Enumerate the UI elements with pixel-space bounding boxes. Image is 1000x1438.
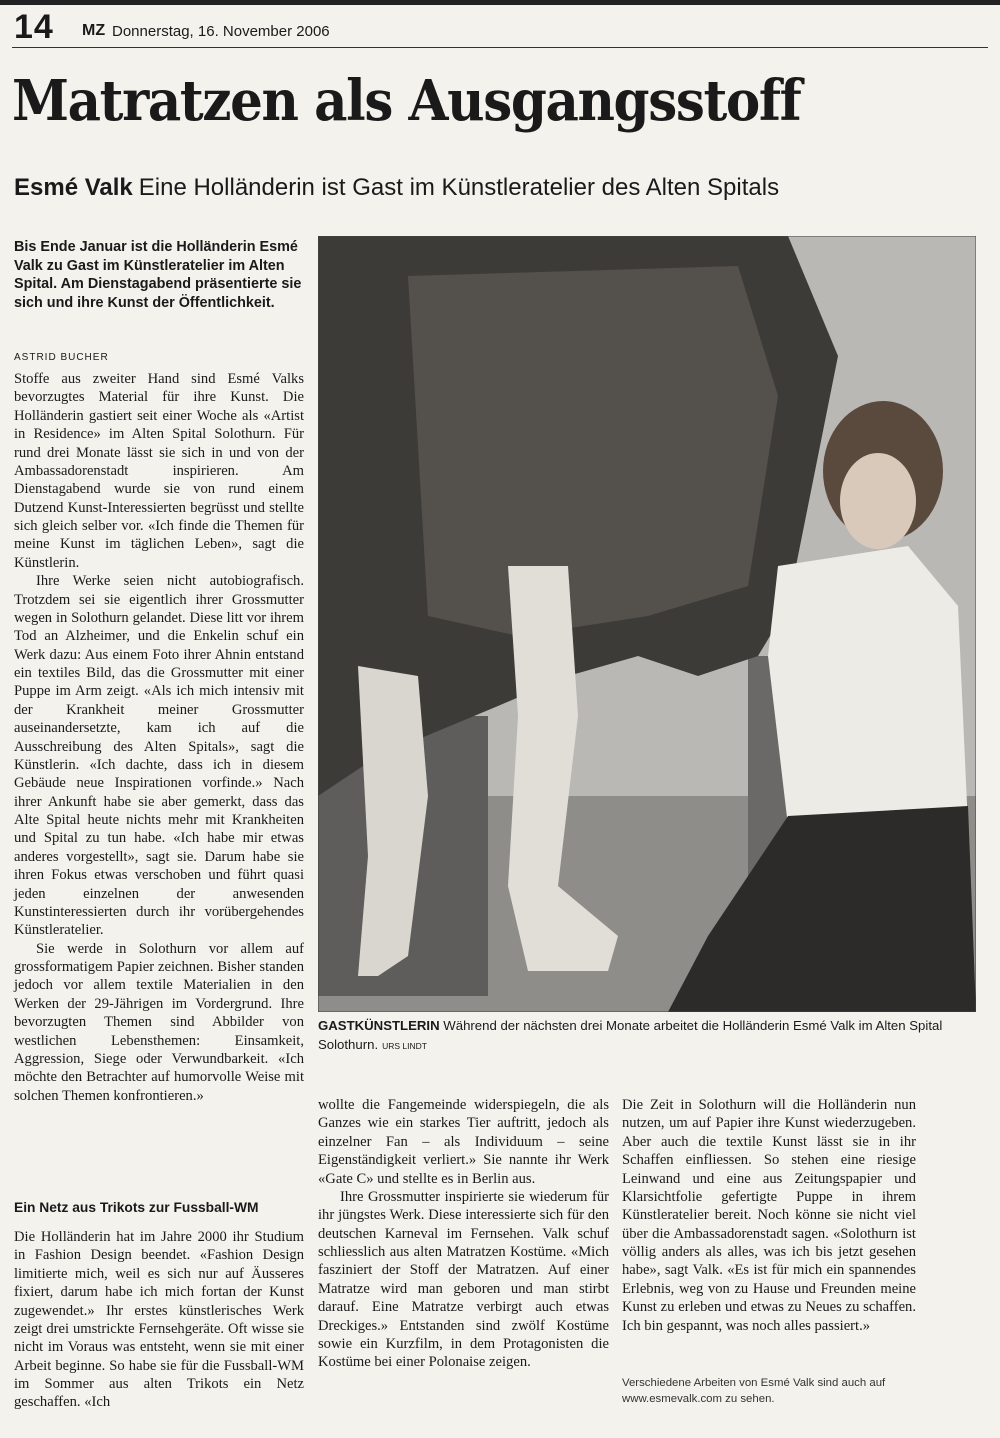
top-rule [0,0,1000,5]
paragraph: Die Zeit in Solothurn will die Holländerin nun nutzen, um auf Papier ihre Kunst wiederzugeben. Aber auch die textile Kunst lässt sie in ihr Schaffen einfliessen. So stehen eine riesige Leinwand und eine aus Zeitungspapier und Klarsichtfolie gefertigte Puppe in ihrem Künstleratelier bereit. Noch könne sie nicht viel über die Ambassadorenstadt sagen. «Solothurn ist völlig anders als alles, was ich bis jetzt gesehen habe», sagt Valk. «Es ist für mich ein spannendes Erlebnis, weg von zu Hause und Freunden meine Kunst zu erleben und etwas zu Neues zu schaffen. Ich bin gespannt, was noch alles passiert.» [622,1097,916,1334]
subheadline [14,174,994,202]
section-subheading: Ein Netz aus Trikots zur Fussball-WM [14,1200,259,1215]
page-number: 14 [14,8,54,46]
article-column-2 [318,1096,609,1372]
article-column-3 [622,1096,916,1335]
header-divider [12,47,988,48]
photo-caption [318,1016,978,1054]
subhead-text: Eine Holländerin ist Gast im Künstleratelier des Alten Spitals [138,174,780,201]
headline: Matratzen als Ausgangsstoff [12,68,801,134]
paragraph: Sie werde in Solothurn vor allem auf grossformatigem Papier zeichnen. Bisher standen jedoch vor allem textile Materialien in den Werken der 29-Jährigen im Vordergrund. Ihre bevorzugten Themen sind Abbilder von westlichen Lebensthemen: Einsamkeit, Aggression, Siege oder Verwundbarkeit. «Ich möchte den Betrachter auf humorvolle Weise mit solchen Themen konfrontieren.» [14,940,304,1104]
lead-paragraph: Bis Ende Januar ist die Holländerin Esmé Valk zu Gast im Künstleratelier im Alten Spital. Am Dienstagabend präsentierte sie sich und ihre Kunst der Öffentlichkeit. [14,239,302,312]
caption-label: GASTKÜNSTLERIN [318,1018,440,1033]
article-column-1-continued [14,1228,304,1412]
caption-text: Während der nächsten drei Monate arbeitet die Holländerin Esmé Valk im Alten Spital Solothurn. [318,1018,943,1053]
byline: ASTRID BUCHER [14,352,109,363]
article-photo [318,236,976,1012]
newspaper-name: MZ [82,22,106,39]
article-column-1 [14,370,304,1105]
paragraph: Ihre Grossmutter inspirierte sie wiederum für ihr jüngstes Werk. Diese interessierte sich für den deutschen Karneval im Fernsehen. Valk schuf schliesslich aus alten Matratzen Kostüme. «Mich fasziniert der Stoff der Matratzen. Auf einer Matratze wird man geboren und man stirbt darauf. Eine Matratze verbirgt auch etwas Dreckiges.» Entstanden sind zwölf Kostüme sowie ein Kurzfilm, in dem Protagonisten die Kostüme bei einer Polonaise zeigen. [318,1188,609,1371]
subhead-name: Esmé Valk [14,174,133,201]
issue-date: Donnerstag, 16. November 2006 [112,23,330,40]
paragraph: Die Holländerin hat im Jahre 2000 ihr Studium in Fashion Design beendet. «Fashion Design limitierte mich, weil es sich nur auf Äusseres fixiert, darum habe ich mich fortan der Kunst zugewendet.» Ihr erstes künstlerisches Werk zeigt drei umstrickte Fernsehgeräte. Oft wisse sie nicht im Voraus was entsteht, wenn sie mit einer Arbeit beginne. So habe sie für die Fussball-WM im Sommer aus alten Trikots ein Netz geschaffen. «Ich [14,1229,304,1411]
photo-credit: URS LINDT [382,1041,427,1052]
website-note: Verschiedene Arbeiten von Esmé Valk sind auch auf www.esmevalk.com zu sehen. [622,1377,886,1405]
paragraph: Stoffe aus zweiter Hand sind Esmé Valks bevorzugtes Material für ihre Kunst. Die Holländerin gastiert seit einer Woche als «Artist in Residence» im Alten Spital Solothurn. Für rund drei Monate lässt sie sich in und von der Ambassadorenstadt inspirieren. Am Dienstagabend wurde sie von rund einem Dutzend Kunst-Interessierten begrüsst und stellte sich gleich selber vor. «Ich finde die Themen für meine Kunst im täglichen Leben», sagt die Künstlerin. [14,371,304,571]
paragraph: Ihre Werke seien nicht autobiografisch. Trotzdem sei sie eigentlich ihrer Grossmutter wegen in Solothurn gelandet. Diese litt vor ihrem Tod an Alzheimer, und die Enkelin schuf ein Werk dazu: Aus einem Foto ihrer Ahnin entstand ein textiles Bild, das die Grossmutter mit einer Puppe im Arm zeigt. «Als ich mich intensiv mit der Krankheit meiner Grossmutter auseinandersetzte, kam ich auf die Ausschreibung des Alten Spitals», sagt die Künstlerin. «Ich dachte, dass ich in diesem Gebäude neue Inspirationen vorfinde.» Nach ihrer Ankunft habe sie aber gemerkt, dass das Alte Spital heute nichts mehr mit Krankheiten und Spital zu tun habe. «Ich habe mir etwas anderes vorgestellt», sagt sie. Darum habe sie ihren Fokus etwas verschoben und führt quasi jeden einzelnen der anwesenden Kunstinteressierten durch ihr vorübergehendes Künstleratelier. [14,573,304,939]
paragraph: wollte die Fangemeinde widerspiegeln, die als Ganzes wie ein starkes Tier auftritt, jedoch als einzelner Fan – als Individuum – seine Eigenständigkeit verliert.» Sie nannte ihr Werk «Gate C» und stellte es in Berlin aus. [318,1097,609,1187]
